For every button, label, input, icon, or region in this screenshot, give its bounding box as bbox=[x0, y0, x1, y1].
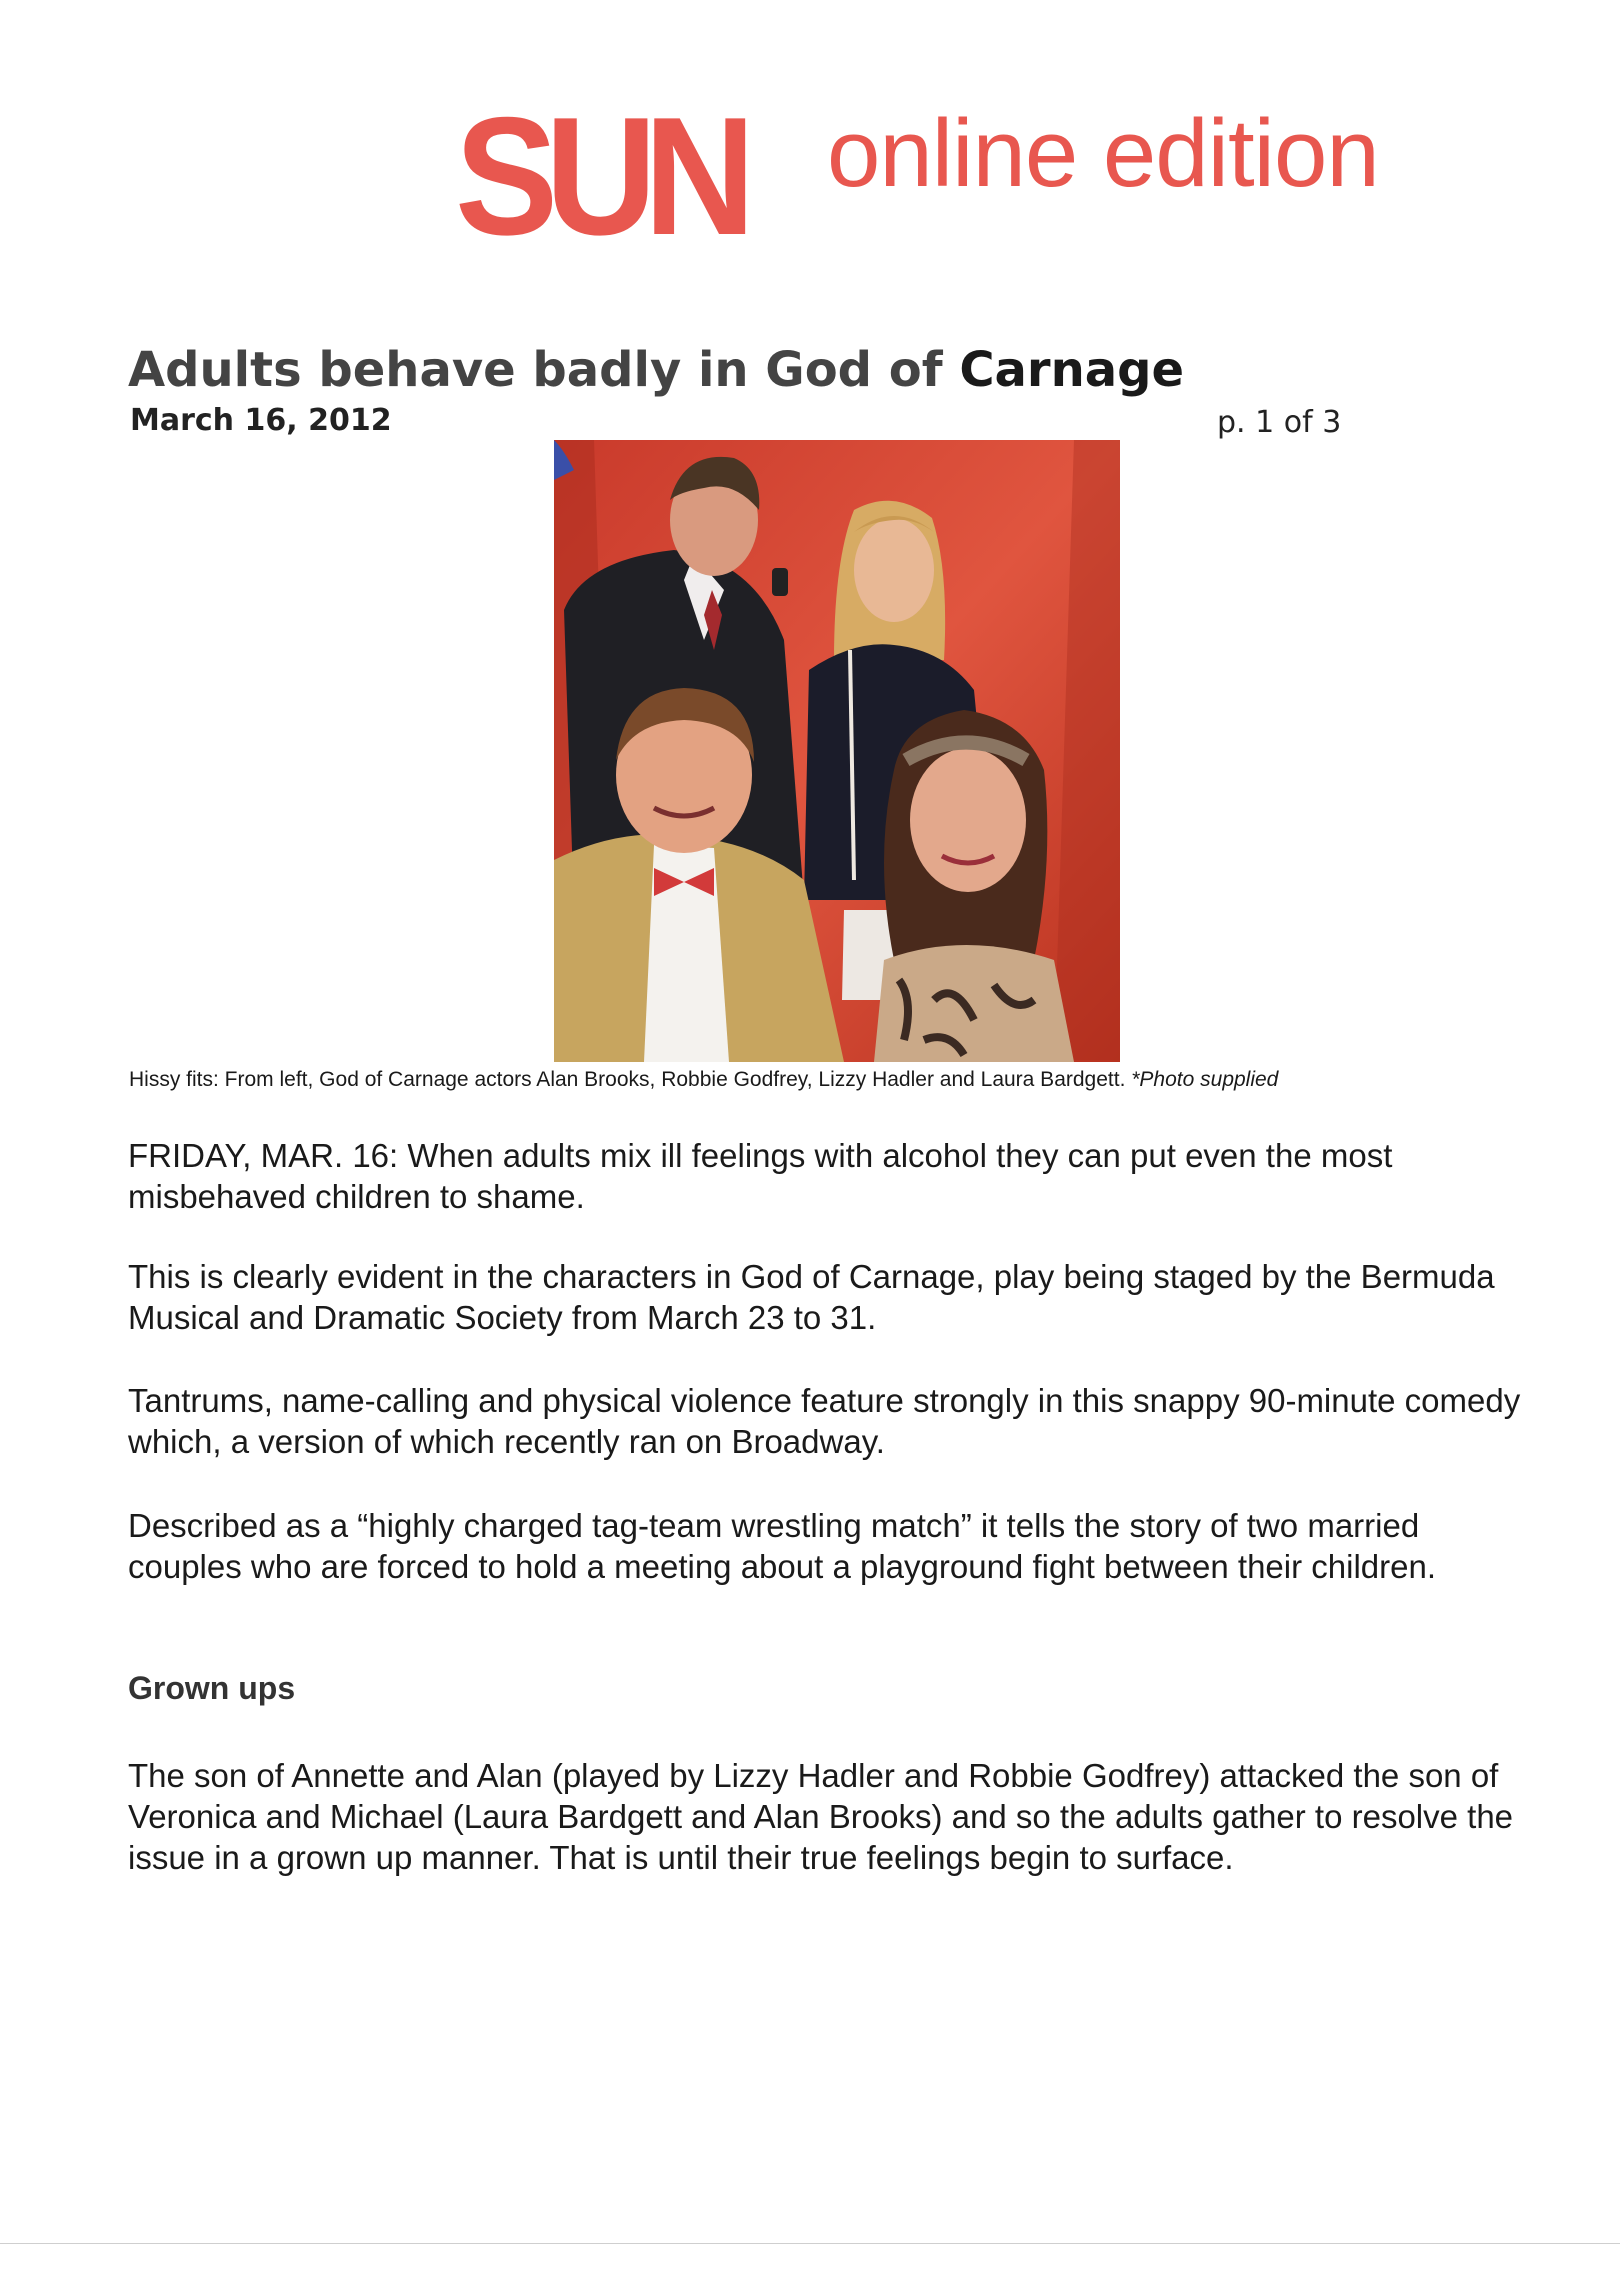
article-paragraph-2 bbox=[128, 1257, 1538, 1339]
article-paragraph-5 bbox=[128, 1756, 1538, 1879]
article-headline bbox=[128, 344, 1184, 397]
headline-start: Adults behave badly in God of bbox=[128, 342, 943, 398]
cast-photo bbox=[554, 440, 1120, 1062]
photo-caption bbox=[129, 1068, 1529, 1092]
paragraph-text: This is clearly evident in the characters in God of Carnage, play being staged by the Bermuda Musical and Dramatic Society from March 23 to 31. bbox=[128, 1258, 1495, 1336]
paragraph-text: FRIDAY, MAR. 16: When adults mix ill feelings with alcohol they can put even the most misbehaved children to shame. bbox=[128, 1137, 1393, 1215]
paragraph-text: The son of Annette and Alan (played by Lizzy Hadler and Robbie Godfrey) attacked the son of Veronica and Michael (Laura Bardgett and Alan Brooks) and so the adults gather to resolve the issue in a grown up manner. That is until their true feelings begin to surface. bbox=[128, 1757, 1514, 1876]
article-date: March 16, 2012 bbox=[130, 403, 392, 438]
article-paragraph-4 bbox=[128, 1506, 1538, 1588]
paragraph-text: Described as a “highly charged tag-team wrestling match” it tells the story of two married couples who are forced to hold a meeting about a playground fight between their children. bbox=[128, 1507, 1437, 1585]
page-bottom-rule bbox=[0, 2243, 1620, 2244]
cast-photo-illustration bbox=[554, 440, 1120, 1062]
masthead bbox=[455, 82, 1455, 272]
photo-credit: *Photo supplied bbox=[1131, 1068, 1279, 1091]
headline-end: Carnage bbox=[959, 342, 1185, 398]
online-edition-label: online edition bbox=[827, 100, 1379, 207]
subheading: Grown ups bbox=[128, 1670, 296, 1706]
article-paragraph-1 bbox=[128, 1136, 1538, 1218]
caption-text: Hissy fits: From left, God of Carnage actors Alan Brooks, Robbie Godfrey, Lizzy Hadler and Laura Bardgett. bbox=[129, 1068, 1126, 1091]
paragraph-text: Tantrums, name-calling and physical violence feature strongly in this snappy 90-minute comedy which, a version of which recently ran on Broadway. bbox=[128, 1382, 1521, 1460]
page-indicator: p. 1 of 3 bbox=[1217, 405, 1342, 440]
article-paragraph-3 bbox=[128, 1381, 1538, 1463]
sun-logo: SUN bbox=[455, 82, 743, 270]
